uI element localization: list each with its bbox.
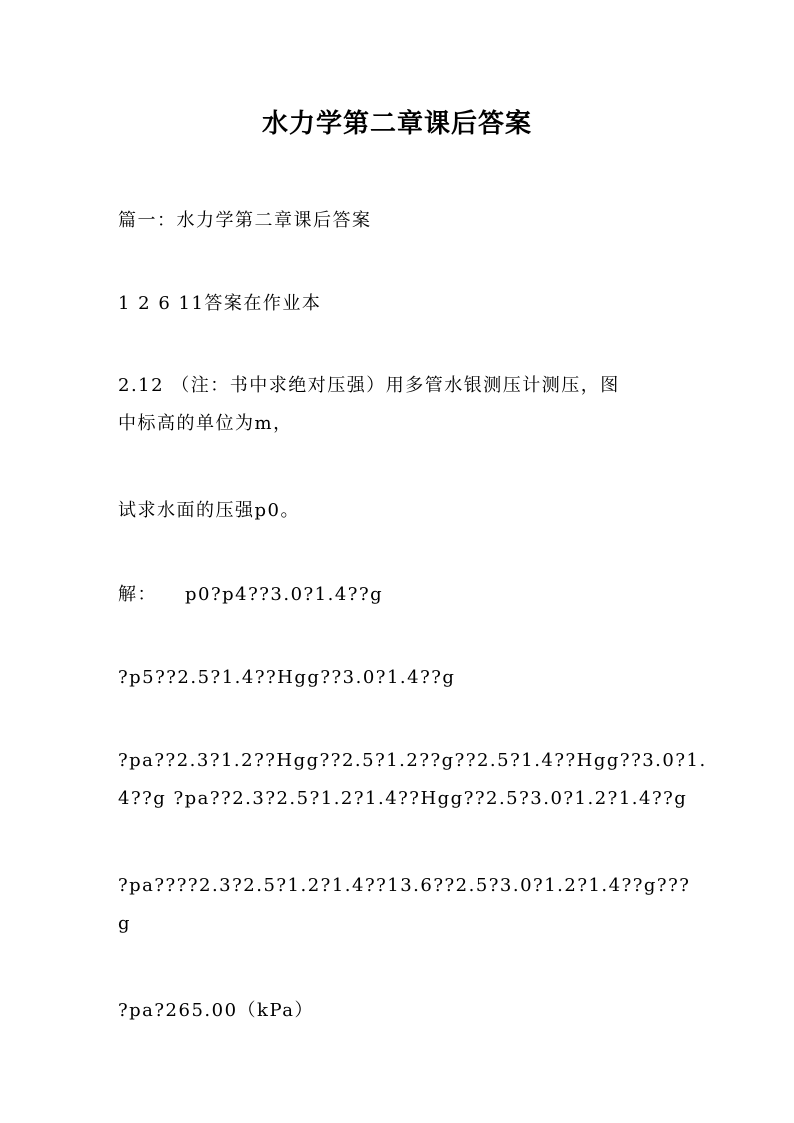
section-heading — [118, 202, 678, 240]
equation-line — [118, 867, 691, 943]
equation: 4??g ?pa??2.3?2.5?1.2?1.4??Hgg??2.5?3.0?1.2?1.4??g — [118, 788, 688, 809]
solution-label: 解： — [118, 584, 157, 605]
paragraph — [118, 285, 678, 323]
equation: ?p5??2.5?1.4??Hgg??3.0?1.4??g — [118, 667, 456, 688]
equation: ?pa?265.00（kPa） — [118, 1000, 314, 1021]
paragraph-line: 篇一：水力学第二章课后答案 — [118, 210, 372, 231]
equation: p0?p4??3.0?1.4??g — [185, 584, 384, 605]
result-line — [118, 992, 678, 1030]
document-title: 水力学第二章课后答案 — [261, 109, 532, 139]
paragraph-line: 试求水面的压强p0。 — [118, 500, 300, 521]
equation-line — [118, 742, 707, 818]
equation: g — [118, 913, 132, 934]
solution-line — [118, 576, 678, 614]
paragraph-line: 中标高的单位为m， — [118, 413, 293, 434]
equation-line — [118, 659, 678, 697]
problem-statement — [118, 367, 678, 443]
paragraph-line: 1 2 6 11答案在作业本 — [118, 293, 322, 314]
equation: ?pa??2.3?1.2??Hgg??2.5?1.2??g??2.5?1.4??Hgg??3.0?1. — [118, 750, 707, 771]
equation: ?pa????2.3?2.5?1.2?1.4??13.6??2.5?3.0?1.2?1.4??g??? — [118, 875, 691, 896]
paragraph — [118, 492, 678, 530]
paragraph-line: 2.12 （注：书中求绝对压强）用多管水银测压计测压，图 — [118, 375, 620, 396]
